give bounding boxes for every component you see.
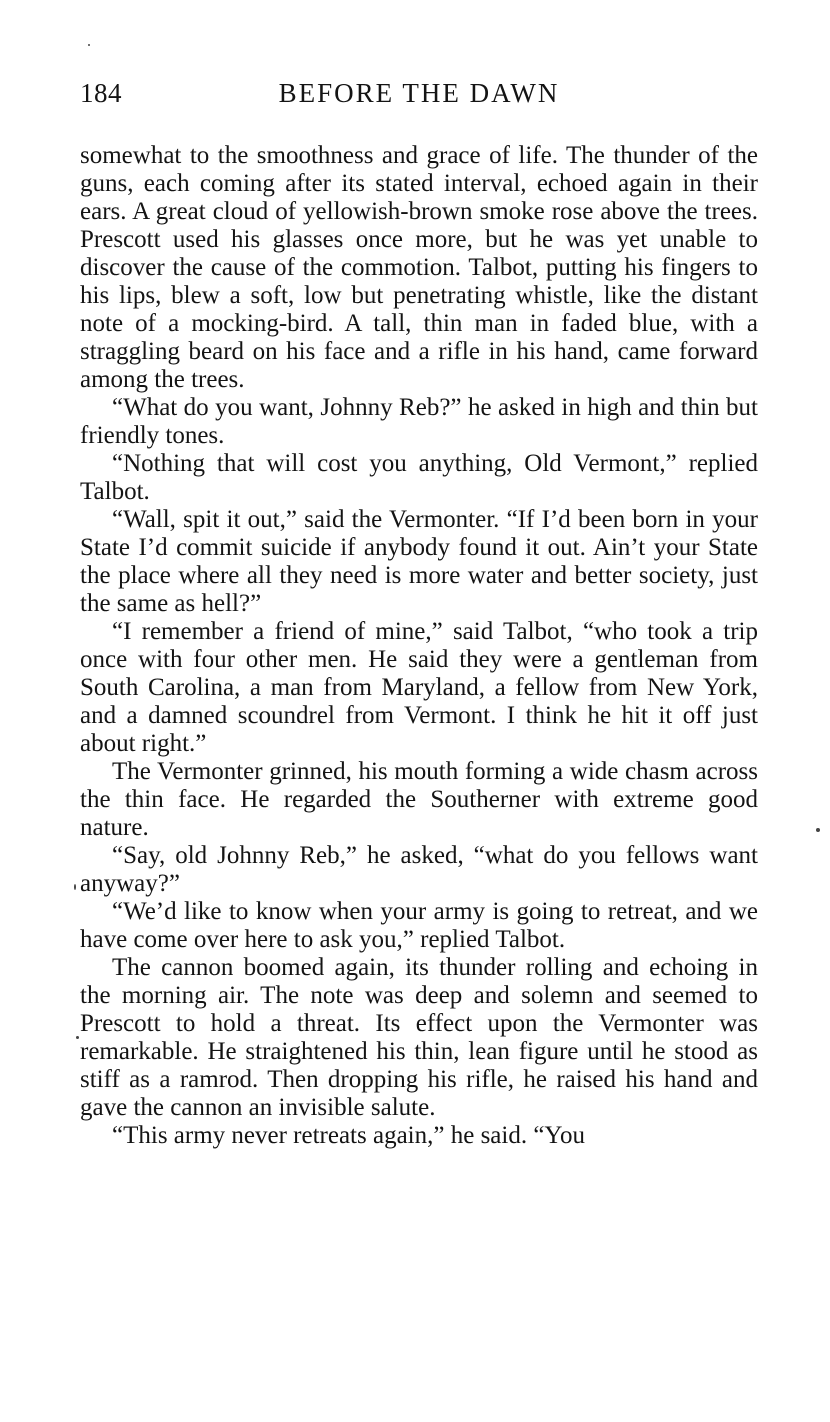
page-header (80, 72, 758, 116)
paragraph: “We’d like to know when your army is going to retreat, and we have come over here to ask you,” replied Talbot. (80, 898, 758, 953)
running-head: BEFORE THE DAWN (278, 78, 560, 108)
paragraph: “I remember a friend of mine,” said Talbot, “who took a trip once with four other men. He said they were a gentleman from South Carolina, a man from Maryland, a fellow from New York, and a damned scoundrel from Vermont. I think he hit it off just about right.” (80, 618, 758, 757)
scan-speck (816, 828, 820, 832)
paragraph: somewhat to the smoothness and grace of life. The thunder of the guns, each coming after its stated interval, echoed again in their ears. A great cloud of yellowish-brown smoke rose above the trees. Prescott used his glasses once more, but he was yet unable to discover the cause of the commotion. Talbot, putting his fingers to his lips, blew a soft, low but penetrating whistle, like the distant note of a mocking-bird. A tall, thin man in faded blue, with a straggling beard on his face and a rifle in his hand, came forward among the trees. (80, 142, 758, 393)
paragraph: “What do you want, Johnny Reb?” he asked in high and thin but friendly tones. (80, 394, 758, 449)
body-text (80, 142, 758, 1150)
paragraph: “This army never retreats again,” he said. “You (112, 1122, 585, 1149)
scan-speck (88, 44, 90, 46)
paragraph: The cannon boomed again, its thunder rolling and echoing in the morning air. The note was deep and solemn and seemed to Prescott to hold a threat. Its effect upon the Vermonter was remarkable. He straightened his thin, lean figure until he stood as stiff as a ramrod. Then dropping his rifle, he raised his hand and gave the cannon an invisible salute. (80, 954, 758, 1121)
book-page (80, 72, 758, 1150)
paragraph: “Say, old Johnny Reb,” he asked, “what do you fellows want anyway?” (80, 842, 758, 897)
paragraph: “Nothing that will cost you anything, Old Vermont,” replied Talbot. (80, 450, 758, 505)
scan-speck (74, 884, 76, 890)
scan-speck (76, 1036, 79, 1039)
paragraph: “Wall, spit it out,” said the Vermonter. “If I’d been born in your State I’d commit suicide if anybody found it out. Ain’t your State the place where all they need is more water and better society, just the same as hell?” (80, 506, 758, 617)
paragraph: The Vermonter grinned, his mouth forming a wide chasm across the thin face. He regarded the Southerner with extreme good nature. (80, 758, 758, 841)
page-number: 184 (80, 78, 122, 108)
